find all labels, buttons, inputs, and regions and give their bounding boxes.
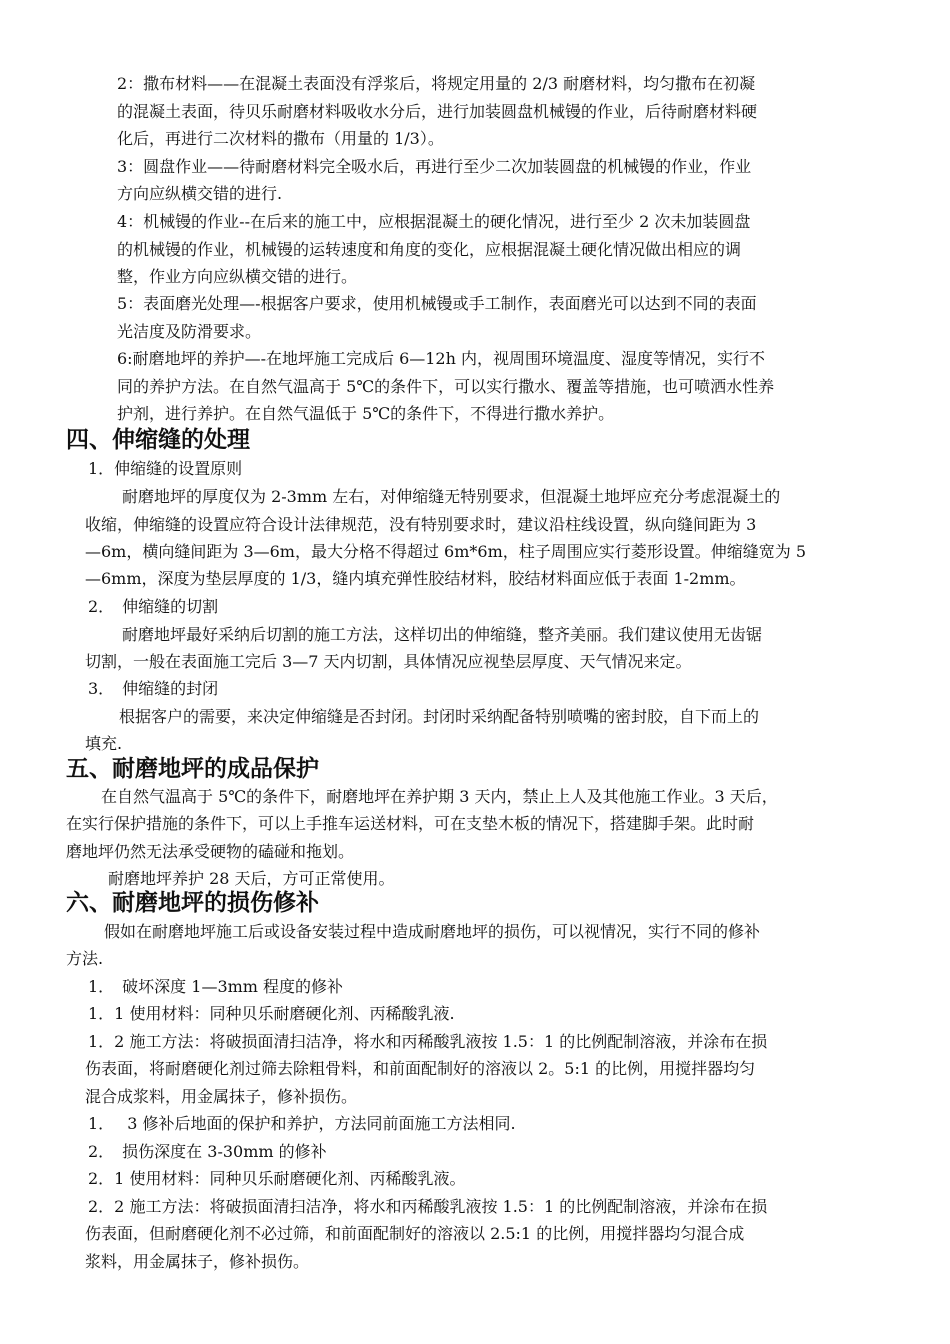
section5-line-4: 耐磨地坪养护 28 天后，方可正常使用。: [108, 869, 395, 888]
section4-heading: 四、伸缩缝的处理: [66, 427, 250, 453]
section5-line-3: 磨地坪仍然无法承受硬物的磕碰和拖划。: [66, 842, 355, 861]
section6-heading: 六、耐磨地坪的损伤修补: [66, 890, 319, 916]
section4-sub3-title: 3． 伸缩缝的封闭: [88, 679, 219, 698]
section6-item1-2-line-1: 1．2 施工方法：将破损面清扫洁净，将水和丙稀酸乳液按 1.5：1 的比例配制溶液，并涂布在损: [88, 1032, 768, 1051]
section4-sub1-line-2: 收缩，伸缩缝的设置应符合设计法律规范，没有特别要求时，建议沿柱线设置，纵向缝间距为 3: [85, 515, 757, 534]
section4-sub1-line-1: 耐磨地坪的厚度仅为 2-3mm 左右，对伸缩缝无特别要求，但混凝土地坪应充分考虑混凝土的: [122, 487, 781, 506]
section4-sub1-line-3: —6m，横向缝间距为 3—6m，最大分格不得超过 6m*6m，柱子周围应实行菱形设置。伸缩缝宽为 5: [85, 542, 807, 561]
section6-item2-2-line-3: 浆料，用金属抹子，修补损伤。: [85, 1252, 310, 1271]
section6-item2-2-line-1: 2．2 施工方法：将破损面清扫洁净，将水和丙稀酸乳液按 1.5：1 的比例配制溶液，并涂布在损: [88, 1197, 768, 1216]
step2-line-3: 化后，再进行二次材料的撒布（用量的 1/3）。: [117, 129, 444, 148]
step5-line-1: 5：表面磨光处理—-根据客户要求，使用机械镘或手工制作，表面磨光可以达到不同的表面: [117, 294, 757, 313]
section6-item1-3: 1． 3 修补后地面的保护和养护，方法同前面施工方法相同.: [88, 1114, 516, 1133]
step2-line-1: 2：撒布材料——在混凝土表面没有浮浆后，将规定用量的 2/3 耐磨材料，均匀撒布在初凝: [117, 74, 756, 93]
section6-item1-2-line-3: 混合成浆料，用金属抹子，修补损伤。: [85, 1087, 358, 1106]
section5-line-2: 在实行保护措施的条件下，可以上手推车运送材料，可在支垫木板的情况下，搭建脚手架。此时耐: [66, 814, 755, 833]
section6-item2-title: 2． 损伤深度在 3-30mm 的修补: [88, 1142, 327, 1161]
step5-line-2: 光洁度及防滑要求。: [117, 322, 262, 341]
section5-heading: 五、耐磨地坪的成品保护: [66, 756, 319, 782]
step3-line-1: 3：圆盘作业——待耐磨材料完全吸水后，再进行至少二次加装圆盘的机械镘的作业，作业: [117, 157, 752, 176]
section6-item2-2-line-2: 伤表面，但耐磨硬化剂不必过筛，和前面配制好的溶液以 2.5:1 的比例，用搅拌器均匀混合成: [85, 1224, 745, 1243]
step6-line-3: 护剂，进行养护。在自然气温低于 5℃的条件下，不得进行撒水养护。: [117, 404, 615, 423]
section4-sub3-line-1: 根据客户的需要，来决定伸缩缝是否封闭。封闭时采纳配备特别喷嘴的密封胶，自下而上的: [119, 707, 760, 726]
section4-sub2-line-2: 切割，一般在表面施工完后 3—7 天内切割，具体情况应视垫层厚度、天气情况来定。: [85, 652, 692, 671]
section4-sub2-title: 2． 伸缩缝的切割: [88, 597, 219, 616]
step4-line-2: 的机械镘的作业，机械镘的运转速度和角度的变化，应根据混凝土硬化情况做出相应的调: [117, 240, 742, 259]
section5-line-1: 在自然气温高于 5℃的条件下，耐磨地坪在养护期 3 天内，禁止上人及其他施工作业。3 天后，: [101, 787, 778, 806]
step4-line-1: 4：机械镘的作业--在后来的施工中，应根据混凝土的硬化情况，进行至少 2 次未加装圆盘: [117, 212, 751, 231]
section6-item2-1: 2．1 使用材料：同种贝乐耐磨硬化剂、丙稀酸乳液。: [88, 1169, 466, 1188]
section4-sub1-title: 1．伸缩缝的设置原则: [88, 459, 243, 478]
step6-line-2: 同的养护方法。在自然气温高于 5℃的条件下，可以实行撒水、覆盖等措施，也可喷洒水性养: [117, 377, 775, 396]
section4-sub1-line-4: —6mm，深度为垫层厚度的 1/3，缝内填充弹性胶结材料，胶结材料面应低于表面 1-2mm。: [85, 569, 746, 588]
section6-item1-1: 1．1 使用材料：同种贝乐耐磨硬化剂、丙稀酸乳液.: [88, 1004, 455, 1023]
section6-intro-line-1: 假如在耐磨地坪施工后或设备安装过程中造成耐磨地坪的损伤，可以视情况，实行不同的修补: [104, 922, 761, 941]
section4-sub3-line-2: 填充.: [85, 734, 123, 753]
step4-line-3: 整，作业方向应纵横交错的进行。: [117, 267, 358, 286]
section4-sub2-line-1: 耐磨地坪最好采纳后切割的施工方法，这样切出的伸缩缝，整齐美丽。我们建议使用无齿锯: [122, 625, 763, 644]
step6-line-1: 6:耐磨地坪的养护—-在地坪施工完成后 6—12h 内，视周围环境温度、湿度等情况，实行不: [117, 349, 765, 368]
section6-intro-line-2: 方法.: [66, 949, 104, 968]
step3-line-2: 方向应纵横交错的进行.: [117, 184, 283, 203]
step2-line-2: 的混凝土表面，待贝乐耐磨材料吸收水分后，进行加装圆盘机械镘的作业，后待耐磨材料硬: [117, 102, 758, 121]
section6-item1-title: 1． 破坏深度 1—3mm 程度的修补: [88, 977, 344, 996]
section6-item1-2-line-2: 伤表面，将耐磨硬化剂过筛去除粗骨料，和前面配制好的溶液以 2。5:1 的比例，用搅拌器均匀: [85, 1059, 756, 1078]
